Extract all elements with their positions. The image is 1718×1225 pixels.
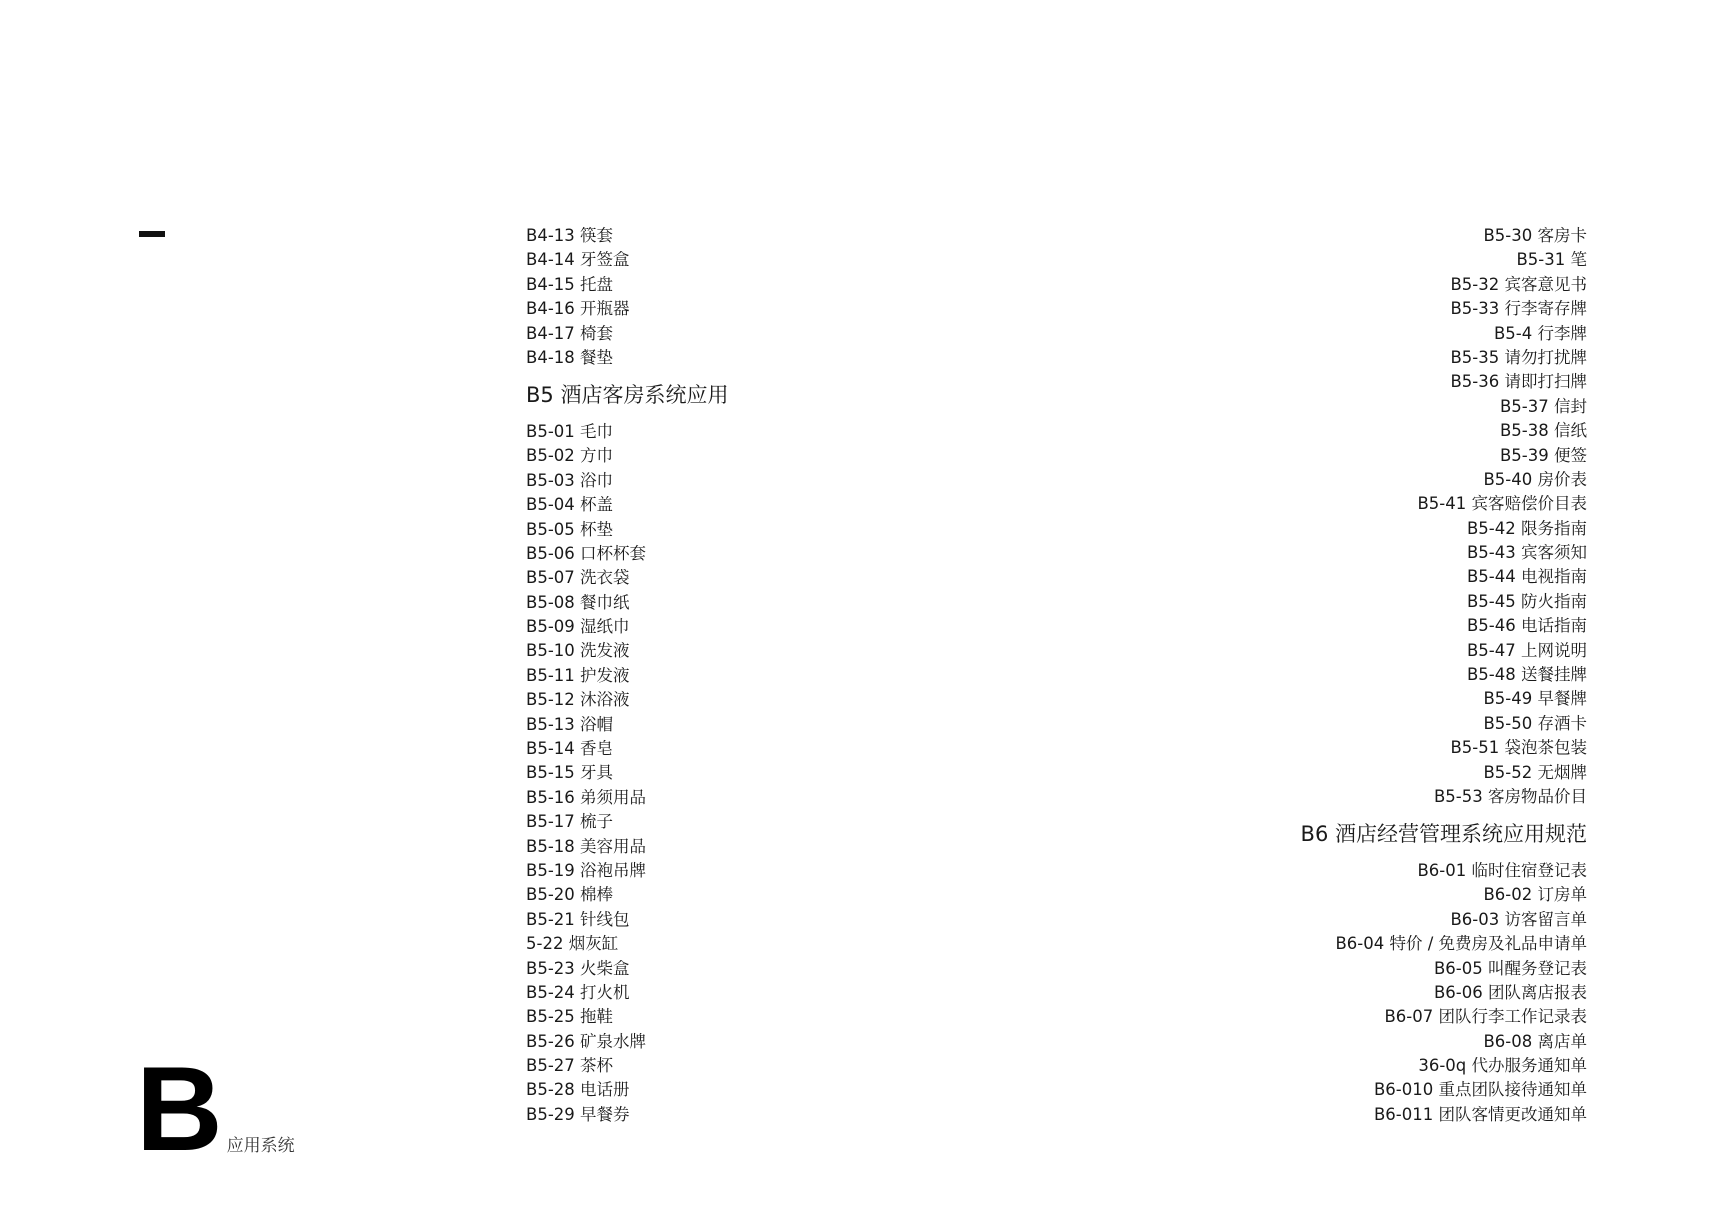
- index-item: B5-05 杯垫: [526, 519, 614, 539]
- index-item: B4-18 餐垫: [526, 347, 614, 367]
- index-item: 5-22 烟灰缸: [526, 934, 619, 954]
- index-item: B5-28 电话册: [526, 1080, 630, 1100]
- index-item: B4-16 开瓶器: [526, 299, 630, 319]
- index-item: B5-32 宾客意见书: [1450, 274, 1587, 294]
- index-item: B4-17 椅套: [526, 323, 614, 343]
- index-item: B5-50 存酒卡: [1483, 713, 1587, 733]
- index-item: B5-47 上网说明: [1466, 640, 1587, 660]
- index-item: B5-49 早餐牌: [1483, 689, 1587, 709]
- index-item: 36-0q 代办服务通知单: [1418, 1056, 1587, 1076]
- index-item: B5-17 梳子: [526, 812, 614, 832]
- index-item: B5-41 宾客赔偿价目表: [1417, 494, 1587, 514]
- index-item: B5-43 宾客须知: [1466, 543, 1587, 563]
- dash-mark: [139, 231, 165, 237]
- index-item: B5-44 电视指南: [1466, 567, 1587, 587]
- index-item: B5-06 口杯杯套: [526, 543, 647, 563]
- index-item: B6-07 团队行李工作记录表: [1384, 1007, 1587, 1027]
- index-item: B5-12 沐浴液: [526, 690, 630, 710]
- index-item: B5-31 笔: [1516, 250, 1587, 270]
- index-item: B5-04 杯盖: [526, 495, 614, 515]
- index-item: B5-30 客房卡: [1483, 226, 1587, 245]
- index-item: B5-39 便签: [1499, 445, 1587, 465]
- index-item: B5-26 矿泉水牌: [526, 1031, 647, 1051]
- index-item: B5-16 弟须用品: [526, 787, 647, 807]
- brand-caption: 应用系统: [226, 1136, 295, 1156]
- index-item: B5-33 行李寄存牌: [1450, 299, 1587, 319]
- index-item: B4-15 托盘: [526, 274, 614, 294]
- index-item: B6-04 特价 / 免费房及礼品申请单: [1335, 934, 1587, 954]
- index-item: B5-40 房价表: [1483, 469, 1587, 489]
- index-item: B5-46 电话指南: [1466, 616, 1587, 636]
- index-item: B5-51 袋泡茶包装: [1450, 738, 1587, 758]
- index-item: B5-02 方巾: [526, 446, 614, 466]
- section-heading-text: B5 酒店客房系统应用: [526, 382, 729, 407]
- index-item: B5-19 浴袍吊牌: [526, 860, 647, 880]
- index-item: B5-01 毛巾: [526, 421, 614, 441]
- index-item: B5-15 牙具: [526, 763, 614, 783]
- index-item: B5-11 护发液: [526, 665, 630, 685]
- index-item: B5-35 请勿打扰牌: [1450, 347, 1587, 367]
- left-index-column: [526, 224, 946, 1127]
- index-item: B6-08 离店单: [1483, 1031, 1587, 1051]
- section-heading-b5: [526, 370, 946, 420]
- index-item: B5-38 信纸: [1499, 421, 1587, 441]
- index-item: B5-03 浴巾: [526, 470, 614, 490]
- index-item: B5-13 浴帽: [526, 714, 614, 734]
- index-item: B5-07 洗衣袋: [526, 568, 630, 588]
- index-item: B4-13 筷套: [526, 226, 614, 245]
- index-item: B5-4 行李牌: [1493, 323, 1587, 343]
- right-index-column: [1100, 224, 1587, 1127]
- index-item: B5-08 餐巾纸: [526, 592, 630, 612]
- index-item: B4-14 牙签盒: [526, 250, 630, 270]
- brand-letter: B: [136, 1042, 221, 1176]
- index-item: B5-37 信封: [1499, 396, 1587, 416]
- index-item: B6-06 团队离店报表: [1433, 982, 1587, 1002]
- brand-block: [136, 1042, 295, 1176]
- section-heading-b6: [1100, 809, 1587, 859]
- section-heading-text: B6 酒店经营管理系统应用规范: [1300, 821, 1587, 846]
- index-item: B5-27 茶杯: [526, 1056, 614, 1076]
- index-item: B5-48 送餐挂牌: [1466, 665, 1587, 685]
- index-item: B5-45 防火指南: [1466, 591, 1587, 611]
- index-item: B5-23 火柴盒: [526, 958, 630, 978]
- index-item: B5-18 美容用品: [526, 836, 647, 856]
- index-item: B6-03 访客留言单: [1450, 909, 1587, 929]
- index-item: B6-010 重点团队接待通知单: [1373, 1080, 1587, 1100]
- index-item: B5-29 早餐券: [526, 1104, 630, 1124]
- index-item: B5-25 拖鞋: [526, 1007, 614, 1027]
- index-item: B6-02 订房单: [1483, 885, 1587, 905]
- index-item: B5-53 客房物品价目: [1433, 786, 1587, 806]
- index-item: B5-14 香皂: [526, 739, 614, 759]
- index-item: B5-42 限务指南: [1466, 518, 1587, 538]
- index-item: B6-011 团队客情更改通知单: [1373, 1104, 1587, 1124]
- index-item: B5-09 湿纸巾: [526, 617, 630, 637]
- index-item: B5-52 无烟牌: [1483, 762, 1587, 782]
- index-item: B5-10 洗发液: [526, 641, 630, 661]
- index-item: B5-36 请即打扫牌: [1450, 372, 1587, 392]
- index-item: B5-24 打火机: [526, 982, 630, 1002]
- index-item: B5-20 棉棒: [526, 885, 614, 905]
- index-item: B6-05 叫醒务登记表: [1433, 958, 1587, 978]
- index-item: B6-01 临时住宿登记表: [1417, 860, 1587, 880]
- index-item: B5-21 针线包: [526, 909, 630, 929]
